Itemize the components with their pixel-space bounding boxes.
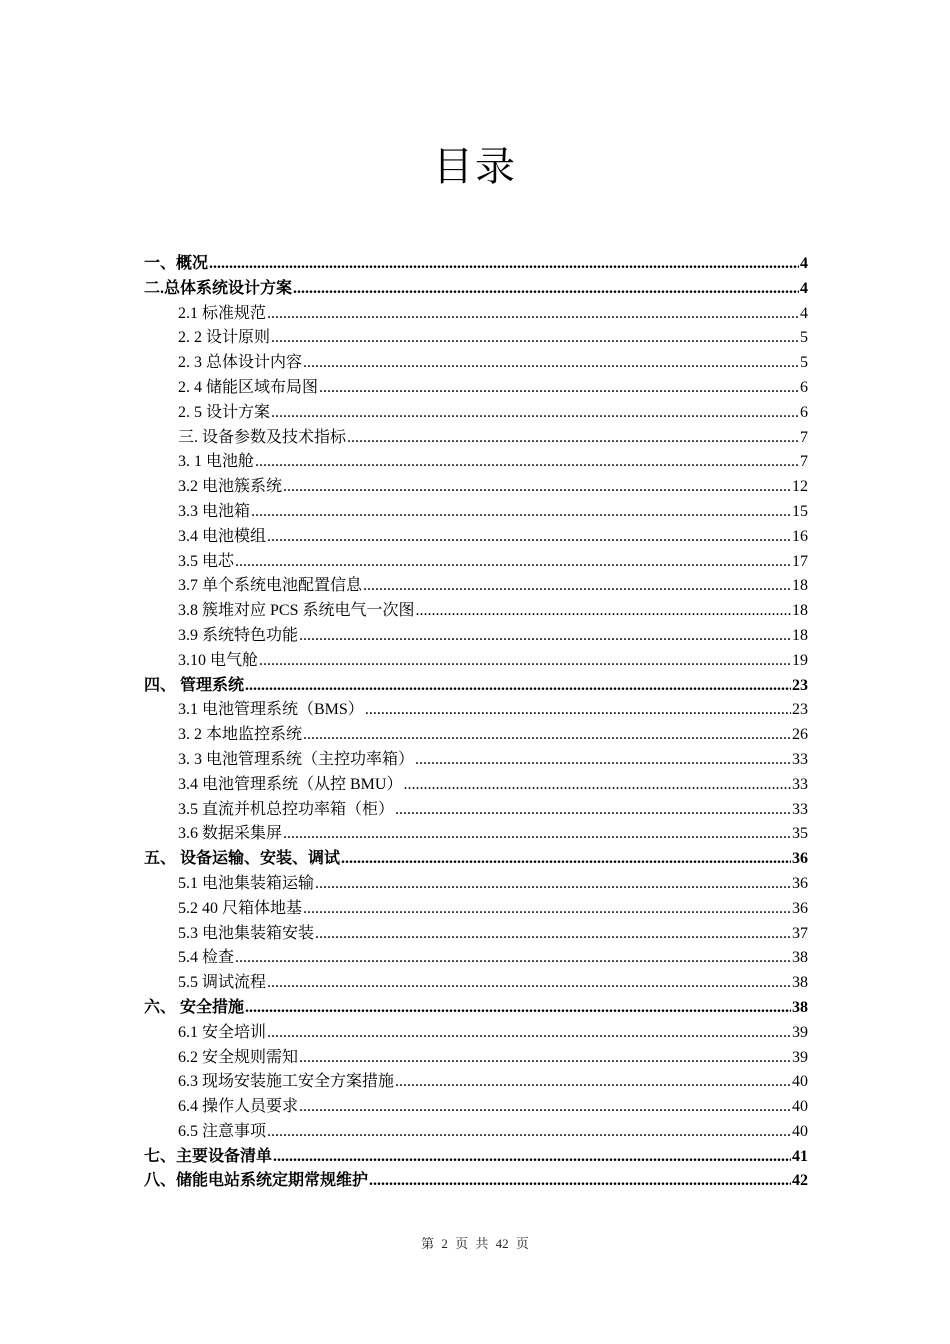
toc-entry-page-number: 4 (800, 304, 808, 322)
toc-entry-page-number: 33 (792, 800, 808, 818)
toc-entry-label: 2. 3 总体设计内容 (178, 354, 303, 372)
toc-entry-page-number: 33 (792, 750, 808, 768)
toc-entry-label: 3.5 直流并机总控功率箱（柜） (178, 800, 395, 818)
dot-leader (267, 525, 791, 550)
toc-entry-page-number: 18 (792, 602, 808, 620)
toc-entry-label: 5.4 检查 (178, 949, 235, 967)
toc-entry-label: 3.10 电气舱 (178, 651, 259, 669)
toc-entry-page-number: 33 (792, 775, 808, 793)
toc-entry-label: 四、 管理系统 (144, 676, 245, 694)
toc-entry[interactable] (144, 971, 808, 996)
toc-entry-page-number: 18 (792, 577, 808, 595)
toc-entry-label: 6.2 安全规则需知 (178, 1048, 299, 1066)
toc-entry[interactable] (144, 748, 808, 773)
dot-leader (369, 1169, 791, 1194)
toc-entry-label: 6.4 操作人员要求 (178, 1098, 299, 1116)
toc-entry-label: 5.3 电池集装箱安装 (178, 924, 315, 942)
toc-entry-page-number: 23 (792, 676, 808, 694)
toc-entry-page-number: 5 (800, 329, 808, 347)
dot-leader (267, 1120, 791, 1145)
toc-entry-page-number: 38 (792, 974, 808, 992)
toc-entry-page-number: 41 (792, 1147, 808, 1165)
toc-entry-label: 一、概况 (144, 255, 209, 272)
toc-entry-label: 3.4 电池模组 (178, 527, 267, 545)
toc-entry-page-number: 37 (792, 924, 808, 942)
toc-entry[interactable] (144, 302, 808, 327)
toc-entry-page-number: 12 (792, 478, 808, 496)
toc-entry-label: 3.3 电池箱 (178, 502, 251, 520)
toc-entry-page-number: 36 (792, 874, 808, 892)
dot-leader (403, 773, 791, 798)
toc-entry-label: 2. 4 储能区域布局图 (178, 378, 319, 396)
toc-entry[interactable] (144, 723, 808, 748)
toc-entry[interactable] (144, 1070, 808, 1095)
toc-entry-page-number: 6 (800, 403, 808, 421)
toc-entry-label: 三. 设备参数及技术指标 (178, 428, 347, 446)
dot-leader (259, 649, 791, 674)
toc-entry-page-number: 23 (792, 701, 808, 719)
toc-entry[interactable] (144, 277, 808, 302)
dot-leader (395, 798, 791, 823)
dot-leader (415, 748, 791, 773)
toc-entry[interactable] (144, 897, 808, 922)
toc-entry[interactable] (144, 376, 808, 401)
toc-entry[interactable] (144, 599, 808, 624)
toc-entry-page-number: 40 (792, 1073, 808, 1091)
toc-entry-label: 3.5 电芯 (178, 552, 235, 570)
toc-entry[interactable] (144, 946, 808, 971)
toc-entry[interactable] (144, 326, 808, 351)
dot-leader (299, 624, 791, 649)
toc-entry-label: 3.9 系统特色功能 (178, 626, 299, 644)
dot-leader (303, 897, 791, 922)
toc-entry[interactable] (144, 773, 808, 798)
dot-leader (299, 1046, 791, 1071)
dot-leader (235, 946, 791, 971)
toc-entry-label: 3.7 单个系统电池配置信息 (178, 577, 363, 595)
toc-entry[interactable] (144, 1095, 808, 1120)
toc-entry-label: 八、储能电站系统定期常规维护 (144, 1172, 369, 1190)
toc-entry-label: 5.2 40 尺箱体地基 (178, 899, 303, 917)
dot-leader (365, 698, 791, 723)
toc-entry-page-number: 16 (792, 527, 808, 545)
dot-leader (415, 599, 791, 624)
toc-entry[interactable] (144, 450, 808, 475)
toc-entry-page-number: 7 (800, 453, 808, 471)
toc-entry[interactable] (144, 1120, 808, 1145)
toc-entry-page-number: 17 (792, 552, 808, 570)
dot-leader (271, 401, 799, 426)
dot-leader (347, 426, 799, 451)
toc-entry-label: 五、 设备运输、安装、调试 (144, 850, 341, 868)
dot-leader (315, 922, 791, 947)
toc-entry[interactable] (144, 822, 808, 847)
toc-entry-page-number: 42 (792, 1172, 808, 1190)
toc-entry-label: 6.3 现场安装施工安全方案措施 (178, 1073, 395, 1091)
toc-entry-page-number: 6 (800, 378, 808, 396)
dot-leader (267, 1021, 791, 1046)
toc-entry-label: 3. 2 本地监控系统 (178, 726, 303, 744)
toc-entry-label: 2.1 标准规范 (178, 304, 267, 322)
toc-entry-page-number: 26 (792, 726, 808, 744)
toc-entry-page-number: 5 (800, 354, 808, 372)
dot-leader (303, 723, 791, 748)
toc-entry[interactable] (144, 550, 808, 575)
dot-leader (209, 252, 799, 277)
toc-entry-page-number: 4 (800, 255, 808, 272)
toc-entry-label: 六、 安全措施 (144, 998, 245, 1016)
toc-entry-label: 2. 5 设计方案 (178, 403, 271, 421)
toc-entry-label: 5.1 电池集装箱运输 (178, 874, 315, 892)
dot-leader (283, 822, 791, 847)
toc-entry-label: 2. 2 设计原则 (178, 329, 271, 347)
dot-leader (293, 277, 799, 302)
toc-entry-label: 6.1 安全培训 (178, 1023, 267, 1041)
toc-entry[interactable] (144, 698, 808, 723)
toc-entry-label: 5.5 调试流程 (178, 974, 267, 992)
dot-leader (267, 302, 799, 327)
toc-entry[interactable] (144, 798, 808, 823)
toc-entry[interactable] (144, 252, 808, 277)
toc-entry[interactable] (144, 1021, 808, 1046)
toc-entry-label: 七、主要设备清单 (144, 1147, 273, 1165)
toc-entry-label: 3.2 电池簇系统 (178, 478, 283, 496)
dot-leader (267, 971, 791, 996)
table-of-contents (144, 252, 808, 1194)
toc-entry[interactable] (144, 500, 808, 525)
toc-entry-page-number: 4 (800, 279, 808, 297)
toc-entry-label: 3.1 电池管理系统（BMS） (178, 701, 364, 719)
toc-entry[interactable] (144, 401, 808, 426)
toc-entry[interactable] (144, 872, 808, 897)
toc-entry-label: 6.5 注意事项 (178, 1122, 267, 1140)
toc-entry-page-number: 7 (800, 428, 808, 446)
toc-entry-page-number: 39 (792, 1023, 808, 1041)
toc-entry[interactable] (144, 1169, 808, 1194)
toc-entry-page-number: 38 (792, 949, 808, 967)
dot-leader (341, 847, 791, 872)
dot-leader (245, 674, 791, 699)
dot-leader (271, 326, 799, 351)
toc-entry-page-number: 40 (792, 1098, 808, 1116)
page-title: 目录 (433, 143, 517, 189)
toc-entry[interactable] (144, 649, 808, 674)
dot-leader (235, 550, 791, 575)
dot-leader (315, 872, 791, 897)
toc-entry[interactable] (144, 426, 808, 451)
toc-entry[interactable] (144, 922, 808, 947)
toc-entry-label: 3. 1 电池舱 (178, 453, 255, 471)
toc-entry[interactable] (144, 525, 808, 550)
toc-entry-page-number: 18 (792, 626, 808, 644)
toc-entry[interactable] (144, 1145, 808, 1170)
toc-entry-page-number: 19 (792, 651, 808, 669)
toc-entry-page-number: 36 (792, 899, 808, 917)
toc-entry-label: 二.总体系统设计方案 (144, 279, 293, 297)
toc-entry-page-number: 15 (792, 502, 808, 520)
toc-entry-label: 3. 3 电池管理系统（主控功率箱） (178, 750, 415, 768)
toc-entry-page-number: 35 (792, 825, 808, 843)
dot-leader (283, 475, 791, 500)
toc-entry-label: 3.6 数据采集屏 (178, 825, 283, 843)
toc-entry[interactable] (144, 996, 808, 1021)
toc-entry-page-number: 38 (792, 998, 808, 1016)
dot-leader (273, 1145, 791, 1170)
dot-leader (299, 1095, 791, 1120)
page-footer: 第 2 页 共 42 页 (421, 1236, 529, 1251)
dot-leader (245, 996, 791, 1021)
dot-leader (395, 1070, 791, 1095)
toc-entry[interactable] (144, 1046, 808, 1071)
toc-entry[interactable] (144, 574, 808, 599)
dot-leader (251, 500, 791, 525)
toc-entry[interactable] (144, 624, 808, 649)
toc-entry[interactable] (144, 847, 808, 872)
toc-entry[interactable] (144, 674, 808, 699)
toc-entry-page-number: 40 (792, 1122, 808, 1140)
toc-entry-page-number: 36 (792, 850, 808, 868)
toc-entry-label: 3.8 簇堆对应 PCS 系统电气一次图 (178, 602, 415, 620)
dot-leader (363, 574, 791, 599)
toc-entry[interactable] (144, 475, 808, 500)
dot-leader (303, 351, 799, 376)
toc-entry-label: 3.4 电池管理系统（从控 BMU） (178, 775, 403, 793)
toc-entry-page-number: 39 (792, 1048, 808, 1066)
dot-leader (255, 450, 799, 475)
dot-leader (319, 376, 799, 401)
toc-entry[interactable] (144, 351, 808, 376)
